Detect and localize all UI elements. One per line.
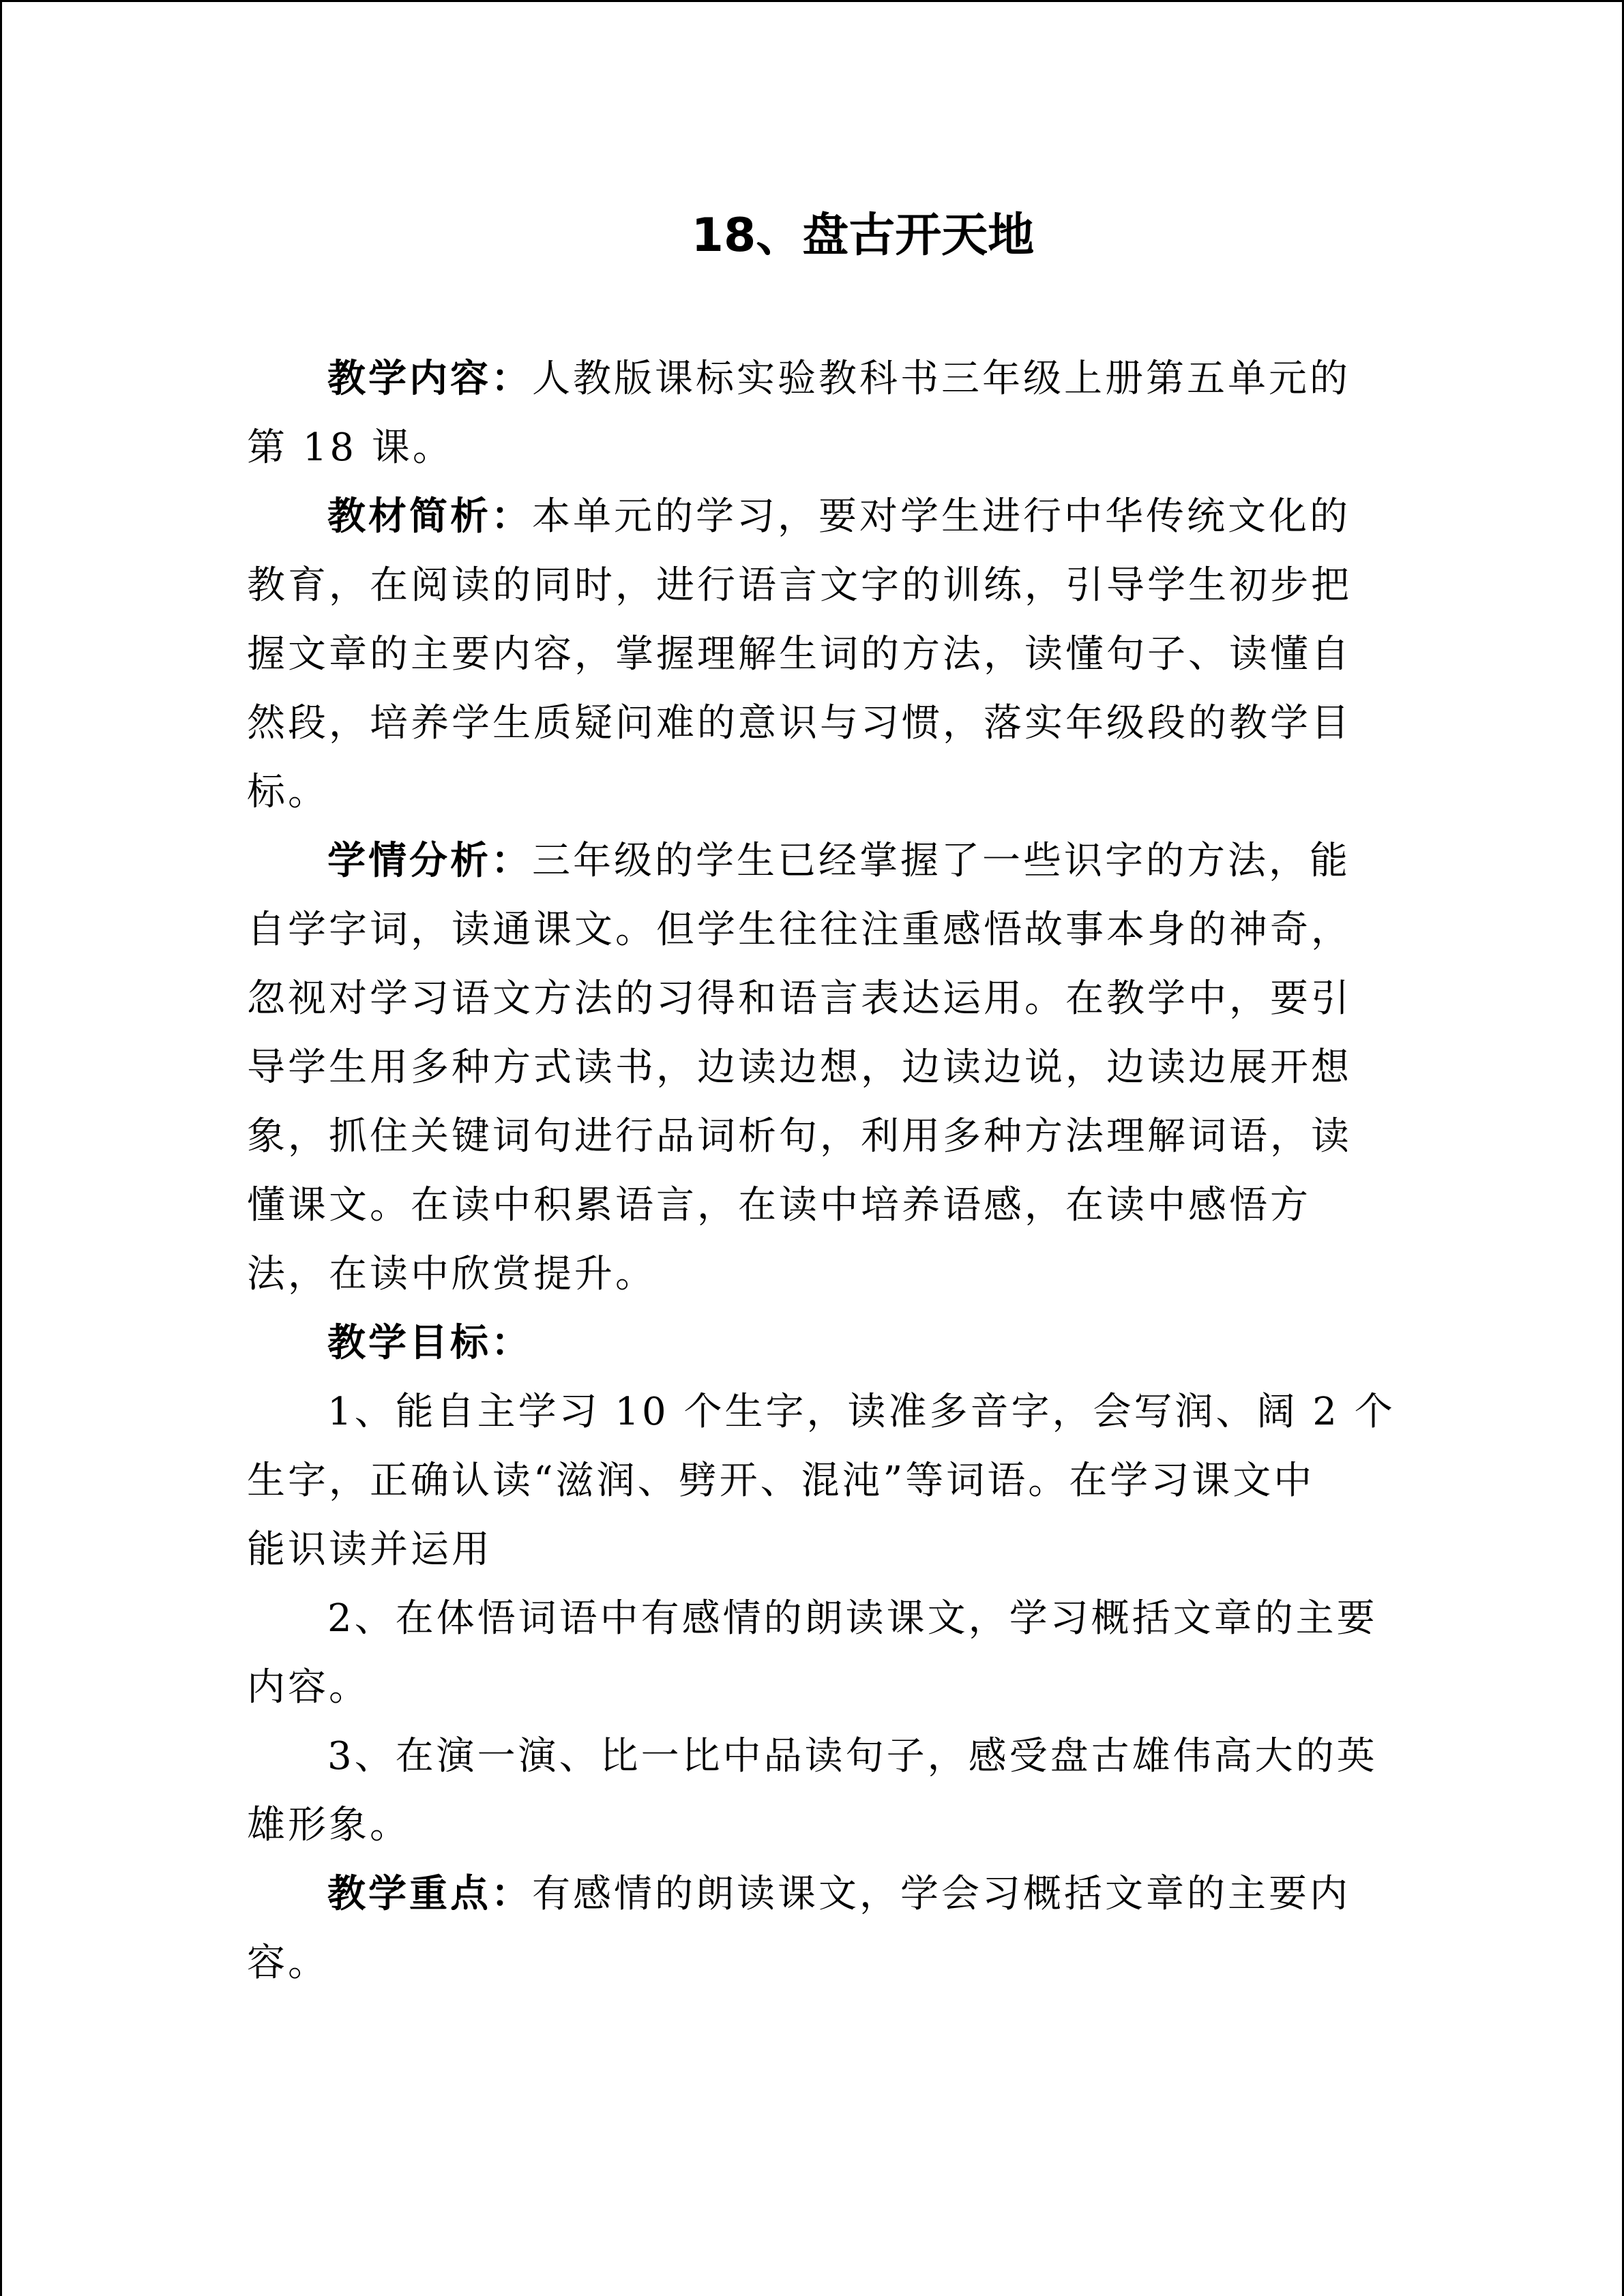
learner-analysis-line-1 — [247, 826, 1372, 895]
material-analysis-label: 教材简析： — [327, 494, 532, 539]
material-analysis-line-1 — [247, 482, 1372, 551]
material-analysis-text: 本单元的学习，要对学生进行中华传统文化的 — [532, 494, 1350, 539]
learner-analysis-line-6: 懂课文。在读中积累语言，在读中培养语感，在读中感悟方 — [247, 1183, 1311, 1227]
key-point-line-2: 容。 — [247, 1941, 329, 1985]
objectives-label: 教学目标： — [327, 1321, 532, 1365]
teaching-content-text: 人教版课标实验教科书三年级上册第五单元的 — [532, 357, 1350, 401]
document-title: 18、盘古开天地 — [691, 209, 1035, 263]
objective-3-line-1: 3、在演一演、比一比中品读句子，感受盘古雄伟高大的英 — [327, 1734, 1378, 1778]
document-body — [247, 344, 1396, 1997]
objective-1-line-2: 生字，正确认读“滋润、劈开、混沌”等词语。在学习课文中 — [247, 1459, 1315, 1503]
material-analysis-line-3: 握文章的主要内容，掌握理解生词的方法，读懂句子、读懂自 — [247, 632, 1352, 676]
objective-1-line-3: 能识读并运用 — [247, 1527, 492, 1572]
material-analysis-line-5: 标。 — [247, 770, 329, 814]
key-point-text: 有感情的朗读课文，学会习概括文章的主要内 — [532, 1872, 1350, 1916]
material-analysis-line-2: 教育，在阅读的同时，进行语言文字的训练，引导学生初步把 — [247, 563, 1352, 608]
objective-2-line-1: 2、在体悟词语中有感情的朗读课文，学习概括文章的主要 — [327, 1596, 1378, 1641]
objective-2-line-2: 内容。 — [247, 1665, 370, 1710]
learner-analysis-line-7: 法，在读中欣赏提升。 — [247, 1252, 656, 1296]
learner-analysis-text: 三年级的学生已经掌握了一些识字的方法，能 — [532, 839, 1350, 883]
key-point-line-1 — [247, 1860, 1372, 1928]
page-border-left — [0, 0, 2, 2296]
objective-1-line-1: 1、能自主学习 10 个生字，读准多音字，会写润、阔 2 个 — [327, 1390, 1396, 1434]
learner-analysis-line-2: 自学字词，读通课文。但学生往往注重感悟故事本身的神奇， — [247, 908, 1352, 952]
teaching-content-line-1 — [247, 344, 1372, 413]
teaching-content-label: 教学内容： — [327, 357, 532, 401]
material-analysis-line-4: 然段，培养学生质疑问难的意识与习惯，落实年级段的教学目 — [247, 701, 1352, 745]
objectives-heading-line — [247, 1309, 1372, 1377]
learner-analysis-line-4: 导学生用多种方式读书，边读边想，边读边说，边读边展开想 — [247, 1045, 1352, 1090]
learner-analysis-line-5: 象，抓住关键词句进行品词析句，利用多种方法理解词语，读 — [247, 1114, 1352, 1159]
learner-analysis-line-3: 忽视对学习语文方法的习得和语言表达运用。在教学中，要引 — [247, 976, 1352, 1021]
key-point-label: 教学重点： — [327, 1872, 532, 1916]
page-border-top — [0, 0, 1624, 2]
objective-3-line-2: 雄形象。 — [247, 1803, 411, 1847]
teaching-content-line-2: 第 18 课。 — [247, 426, 454, 470]
learner-analysis-label: 学情分析： — [327, 839, 532, 883]
